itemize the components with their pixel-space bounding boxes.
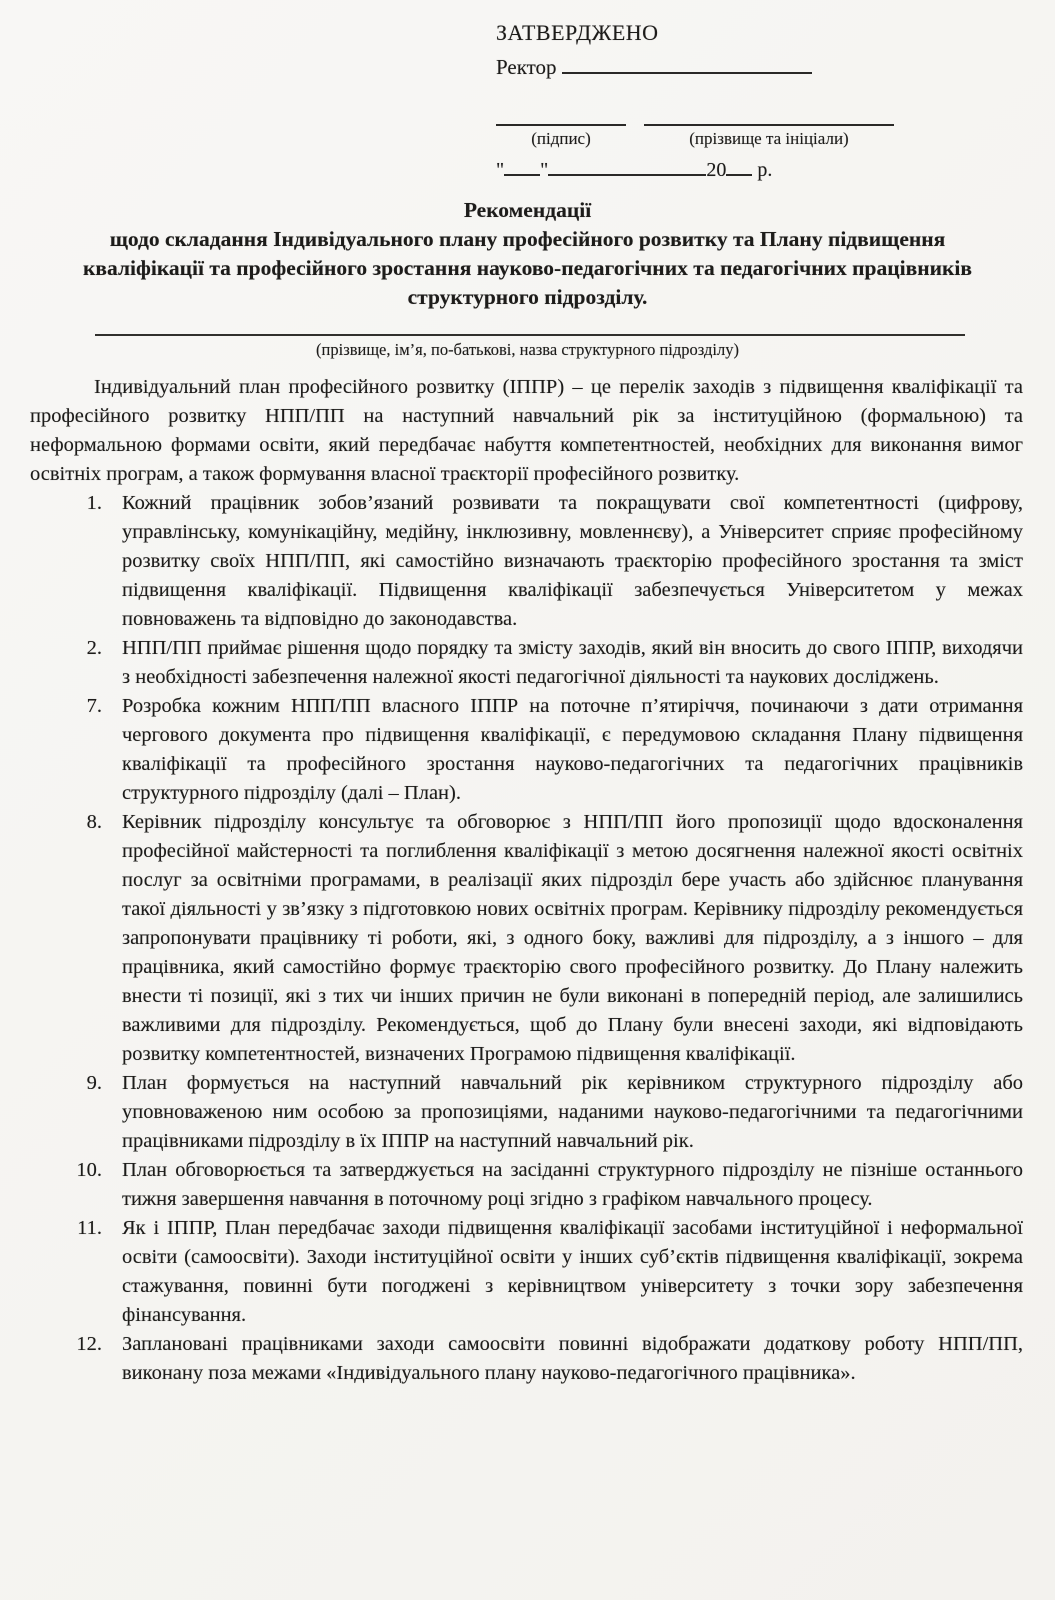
rector-row bbox=[496, 52, 976, 82]
quote-close: " bbox=[540, 159, 549, 181]
list-item bbox=[30, 1214, 1023, 1330]
list-item bbox=[30, 1156, 1023, 1214]
list-item bbox=[30, 489, 1023, 634]
name-caption: (прізвище та ініціали) bbox=[689, 129, 849, 148]
name-blank bbox=[644, 124, 894, 126]
intro-paragraph: Індивідуальний план професійного розвитку (ІППР) – це перелік заходів з підвищення кваліфікації та професійного розвитку НПП/ПП на наступний навчальний рік за інституційною (формальною) та неформальною формами освіти, який передбачає набуття компетентностей, необхідних для виконання вимог освітніх програм, а також формування власної траєкторії професійного розвитку. bbox=[30, 376, 1023, 485]
list-item-number: 11. bbox=[77, 1217, 102, 1239]
rector-label: Ректор bbox=[496, 55, 557, 79]
document-body bbox=[30, 373, 1023, 1388]
list-item bbox=[30, 692, 1023, 808]
signature-row bbox=[496, 124, 976, 149]
numbered-list bbox=[30, 489, 1023, 1388]
name-rule-line bbox=[95, 334, 965, 336]
list-item-number: 12. bbox=[76, 1333, 102, 1355]
approval-block bbox=[496, 18, 976, 185]
list-item bbox=[30, 1330, 1023, 1388]
year-suffix: р. bbox=[757, 159, 773, 181]
document-title bbox=[70, 196, 985, 312]
list-item-text: Кожний працівник зобов’язаний розвивати та покращувати свої компетентності (цифрову, управлінську, комунікаційну, медійну, інклюзивну, мовленнєву), а Університет сприяє професійному розвитку своїх НПП/ПП, які самостійно визначають траєкторію професійного зростання та зміст підвищення кваліфікації. Підвищення кваліфікації забезпечується Університетом у межах повноважень та відповідно до законодавства. bbox=[122, 492, 1023, 630]
year-prefix: 20 bbox=[706, 159, 727, 181]
name-rule-caption: (прізвище, ім’я, по-батькові, назва структурного підрозділу) bbox=[316, 340, 739, 359]
name-column bbox=[644, 124, 894, 149]
list-item-text: План формується на наступний навчальний рік керівником структурного підрозділу або уповноваженою ним особою за пропозиціями, наданими науково-педагогічними та педагогічними працівниками підрозділу в їх ІППР на наступний навчальний рік. bbox=[122, 1072, 1023, 1152]
signature-caption: (підпис) bbox=[531, 129, 591, 148]
approval-stamp: ЗАТВЕРДЖЕНО bbox=[496, 20, 659, 45]
list-item-text: Заплановані працівниками заходи самоосвіти повинні відображати додаткову роботу НПП/ПП, виконану поза межами «Індивідуального плану науково-педагогічного працівника». bbox=[122, 1333, 1023, 1384]
list-item-number: 9. bbox=[86, 1072, 102, 1094]
list-item-text: НПП/ПП приймає рішення щодо порядку та змісту заходів, який він вносить до свого ІППР, виходячи з необхідності забезпечення належної якості педагогічної діяльності та наукових досліджень. bbox=[122, 637, 1023, 688]
list-item-number: 8. bbox=[86, 811, 102, 833]
list-item-text: План обговорюється та затверджується на засіданні структурного підрозділу не пізніше останнього тижня завершення навчання в поточному році згідно з графіком навчального процесу. bbox=[122, 1159, 1023, 1210]
title-line-1: Рекомендації bbox=[463, 198, 592, 222]
signature-blank bbox=[496, 124, 626, 126]
rector-signature-blank bbox=[562, 54, 812, 74]
list-item-number: 1. bbox=[86, 492, 102, 514]
list-item bbox=[30, 634, 1023, 692]
signature-column bbox=[496, 124, 626, 149]
list-item-text: Керівник підрозділу консультує та обговорює з НПП/ПП його пропозиції щодо вдосконалення професійної майстерності та поглиблення кваліфікації з метою досягнення належної якості освітніх послуг за освітніми програмами, в реалізації яких підрозділ бере участь або здійснює планування такої діяльності у зв’язку з підготовкою нових освітніх програм. Керівнику підрозділу рекомендується запропонувати працівнику ті роботи, які, з одного боку, важливі для підрозділу, а з іншого – для працівника, який самостійно формує траєкторію свого професійного розвитку. До Плану належить внести ті позиції, які з тих чи інших причин не були виконані в попередній період, але залишились важливими для підрозділу. Рекомендується, щоб до Плану були внесені заходи, які відповідають розвитку компетентностей, визначених Програмою підвищення кваліфікації. bbox=[122, 811, 1023, 1065]
date-month-blank bbox=[548, 170, 706, 176]
date-row bbox=[496, 155, 976, 185]
title-line-2: щодо складання Індивідуального плану професійного розвитку та Плану підвищення кваліфікації та професійного зростання науково-педагогічних та педагогічних працівників структурного підрозділу. bbox=[83, 227, 972, 309]
list-item-text: Розробка кожним НПП/ПП власного ІППР на поточне п’ятиріччя, починаючи з дати отримання чергового документа про підвищення кваліфікації, є передумовою складання Плану підвищення кваліфікації та професійного зростання науково-педагогічних та педагогічних працівників структурного підрозділу (далі – План). bbox=[122, 695, 1023, 804]
list-item-number: 2. bbox=[86, 637, 102, 659]
list-item-text: Як і ІППР, План передбачає заходи підвищення кваліфікації засобами інституційної і неформальної освіти (самоосвіти). Заходи інституційної освіти у інших суб’єктів підвищення кваліфікації, зокрема стажування, повинні бути погоджені з керівництвом університету з точки зору забезпечення фінансування. bbox=[122, 1217, 1023, 1326]
quote-open: " bbox=[496, 159, 505, 181]
list-item bbox=[30, 808, 1023, 1069]
date-year-blank bbox=[726, 170, 752, 176]
list-item bbox=[30, 1069, 1023, 1156]
list-item-number: 10. bbox=[76, 1159, 102, 1181]
date-day-blank bbox=[504, 170, 540, 176]
list-item-number: 7. bbox=[86, 695, 102, 717]
